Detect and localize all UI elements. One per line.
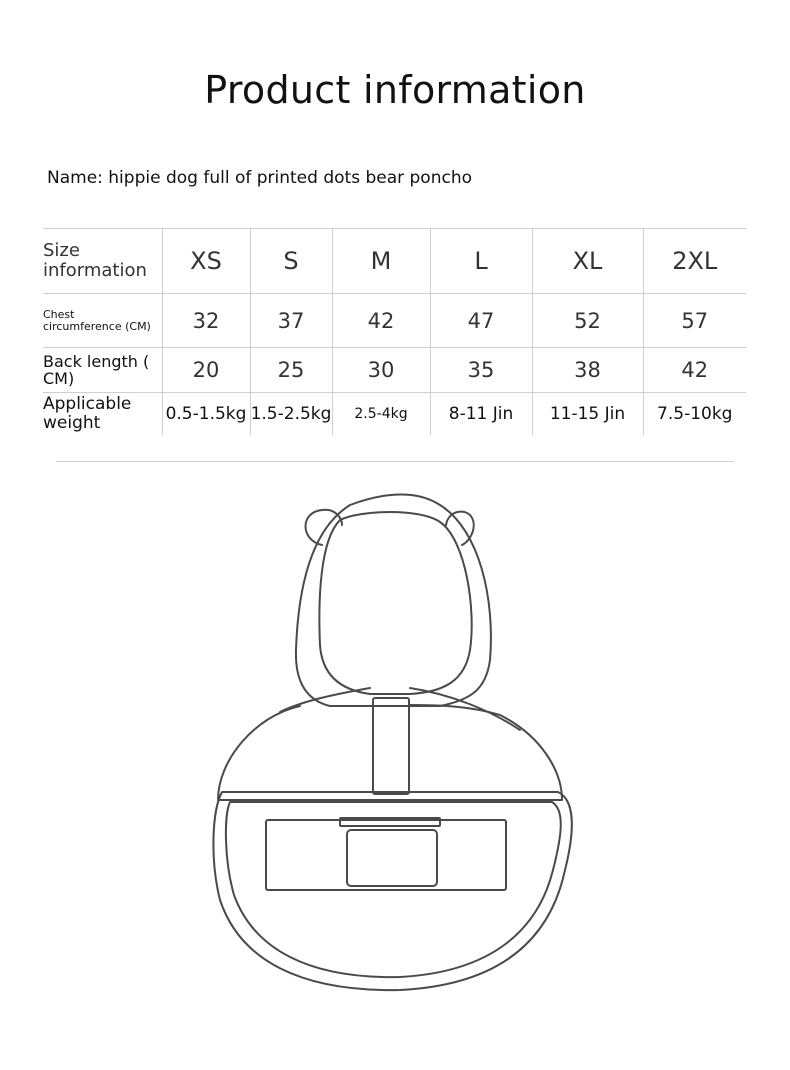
back-length-value: 35 — [430, 348, 532, 393]
back-length-value: 25 — [250, 348, 332, 393]
back-length-value: 38 — [532, 348, 643, 393]
chest-value: 52 — [532, 294, 643, 348]
weight-value: 11-15 Jin — [532, 393, 643, 435]
product-name: Name: hippie dog full of printed dots bear poncho — [47, 168, 472, 188]
size-info-label: Size information — [43, 240, 147, 281]
size-s: S — [250, 229, 332, 294]
back-length-value: 20 — [162, 348, 250, 393]
size-xl: XL — [532, 229, 643, 294]
weight-row — [43, 393, 746, 435]
chest-value: 47 — [430, 294, 532, 348]
size-2xl: 2XL — [643, 229, 746, 294]
back-length-value: 30 — [332, 348, 430, 393]
chest-value: 32 — [162, 294, 250, 348]
size-table — [43, 228, 746, 435]
size-l: L — [430, 229, 532, 294]
weight-value: 0.5-1.5kg — [162, 393, 250, 435]
weight-value: 7.5-10kg — [643, 393, 746, 435]
back-length-value: 42 — [643, 348, 746, 393]
page-title: Product information — [204, 68, 586, 112]
chest-label: Chest circumference (CM) — [43, 307, 151, 333]
chest-row — [43, 294, 746, 348]
back-length-row — [43, 348, 746, 393]
section-divider — [56, 461, 734, 462]
chest-value: 37 — [250, 294, 332, 348]
poncho-line-drawing — [0, 490, 790, 1050]
back-length-label: Back length ( CM) — [43, 352, 150, 388]
weight-label: Applicable weight — [43, 393, 132, 433]
chest-value: 57 — [643, 294, 746, 348]
size-xs: XS — [162, 229, 250, 294]
chest-value: 42 — [332, 294, 430, 348]
weight-value: 8-11 Jin — [430, 393, 532, 435]
size-header-row — [43, 229, 746, 294]
weight-value: 1.5-2.5kg — [250, 393, 332, 435]
size-m: M — [332, 229, 430, 294]
weight-value: 2.5-4kg — [332, 393, 430, 435]
